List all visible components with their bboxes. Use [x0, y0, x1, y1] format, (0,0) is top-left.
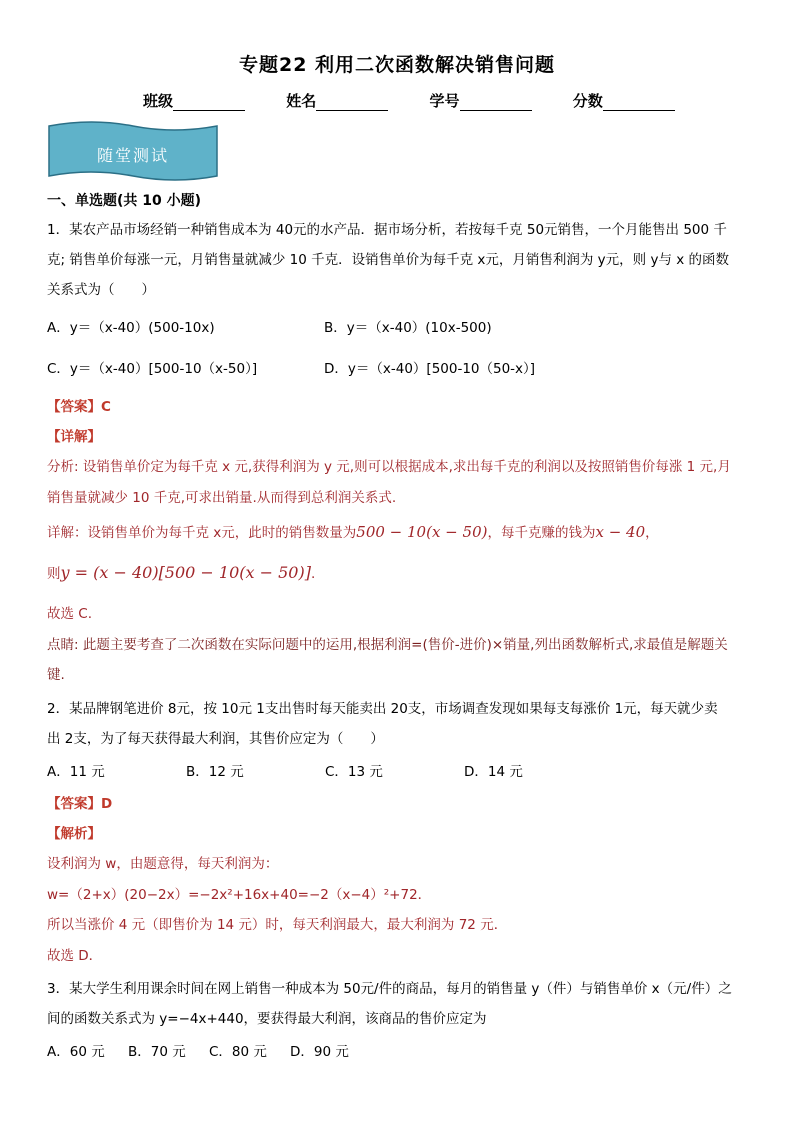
- q2-option-d: D．14 元: [464, 764, 523, 780]
- q1-detail-line: 详解：设销售单价为每千克 x元，此时的销售数量为500 − 10(x − 50)，每千克赚的钱为x − 40，: [47, 523, 659, 541]
- q1-answer: 【答案】C: [47, 399, 111, 415]
- q1-note-line-1: 点睛: 此题主要考查了二次函数在实际问题中的运用,根据利润=(售价-进价)×销量,列出函数解析式,求最值是解题关: [47, 637, 728, 653]
- q1-note-line-2: 键.: [47, 667, 65, 683]
- banner-label: 随堂测试: [96, 146, 169, 165]
- q2-analysis-label: 【解析】: [47, 826, 101, 842]
- class-field: 班级: [143, 90, 245, 111]
- q1-analysis-line-2: 销售量就减少 10 千克,可求出销量.从而得到总利润关系式.: [47, 490, 397, 506]
- page-title: 专题22 利用二次函数解决销售问题: [238, 54, 556, 76]
- score-field: 分数: [573, 90, 675, 111]
- q1-option-a: A．y＝（x-40）(500-10x): [47, 320, 215, 336]
- student-id-field: 学号: [430, 90, 532, 111]
- q1-option-b: B．y＝（x-40）(10x-500): [324, 320, 492, 336]
- q2-option-b: B．12 元: [186, 764, 244, 780]
- q2-choose: 故选 D．: [47, 948, 103, 964]
- q1-sales-expression: 500 − 10(x − 50): [356, 523, 488, 541]
- q3-option-a: A．60 元: [47, 1044, 105, 1060]
- q2-line-2: 出 2支，为了每天获得最大利润，其售价应定为（ ）: [47, 731, 384, 747]
- q1-detail-label: 【详解】: [47, 429, 101, 445]
- q1-choose: 故选 C.: [47, 606, 93, 622]
- q2-answer: 【答案】D: [47, 796, 113, 812]
- q1-line-2: 克; 销售单价每涨一元，月销售量就减少 10 千克．设销售单价为每千克 x元，月销售利润为 y元，则 y与 x 的函数: [47, 252, 730, 268]
- q1-function-expression: y = (x − 40)[500 − 10(x − 50)]: [60, 563, 311, 582]
- q2-analysis-line-1: 设利润为 w，由题意得，每天利润为：: [47, 856, 279, 872]
- q2-option-a: A．11 元: [47, 764, 105, 780]
- q1-option-c: C．y＝（x-40）[500-10（x-50）]: [47, 361, 258, 377]
- q1-analysis-line-1: 分析: 设销售单价定为每千克 x 元,获得利润为 y 元,则可以根据成本,求出每千克的利润以及按照销售价每涨 1 元,月: [47, 459, 731, 475]
- student-info-row: [143, 90, 703, 111]
- q1-function-line: 则y = (x − 40)[500 − 10(x − 50)].: [47, 563, 316, 582]
- q1-line-3: 关系式为（ ）: [47, 282, 155, 298]
- q2-analysis-line-3: 所以当涨价 4 元（即售价为 14 元）时，每天利润最大，最大利润为 72 元．: [47, 917, 508, 933]
- q3-option-c: C．80 元: [209, 1044, 267, 1060]
- q3-option-b: B．70 元: [128, 1044, 186, 1060]
- q1-line-1: 1．某农产品市场经销一种销售成本为 40元的水产品．据市场分析，若按每千克 50元销售，一个月能售出 500 千: [47, 222, 727, 238]
- q2-analysis-line-2: w=（2+x）(20−2x）=−2x²+16x+40=−2（x−4）²+72．: [47, 887, 432, 903]
- q2-line-1: 2．某品牌钢笔进价 8元，按 10元 1支出售时每天能卖出 20支，市场调查发现如果每支每涨价 1元，每天就少卖: [47, 701, 718, 717]
- q1-option-d: D．y＝（x-40）[500-10（50-x）]: [324, 361, 536, 377]
- q2-option-c: C．13 元: [325, 764, 383, 780]
- section-title: 一、单选题(共 10 小题): [47, 193, 202, 209]
- q3-option-d: D．90 元: [290, 1044, 349, 1060]
- q3-line-2: 间的函数关系式为 y=−4x+440，要获得最大利润，该商品的售价应定为: [47, 1011, 487, 1027]
- q1-profit-per-kg-expression: x − 40: [595, 523, 646, 541]
- q3-line-1: 3．某大学生利用课余时间在网上销售一种成本为 50元/件的商品，每月的销售量 y（件）与销售单价 x（元/件）之: [47, 981, 732, 997]
- name-field: 姓名: [286, 90, 388, 111]
